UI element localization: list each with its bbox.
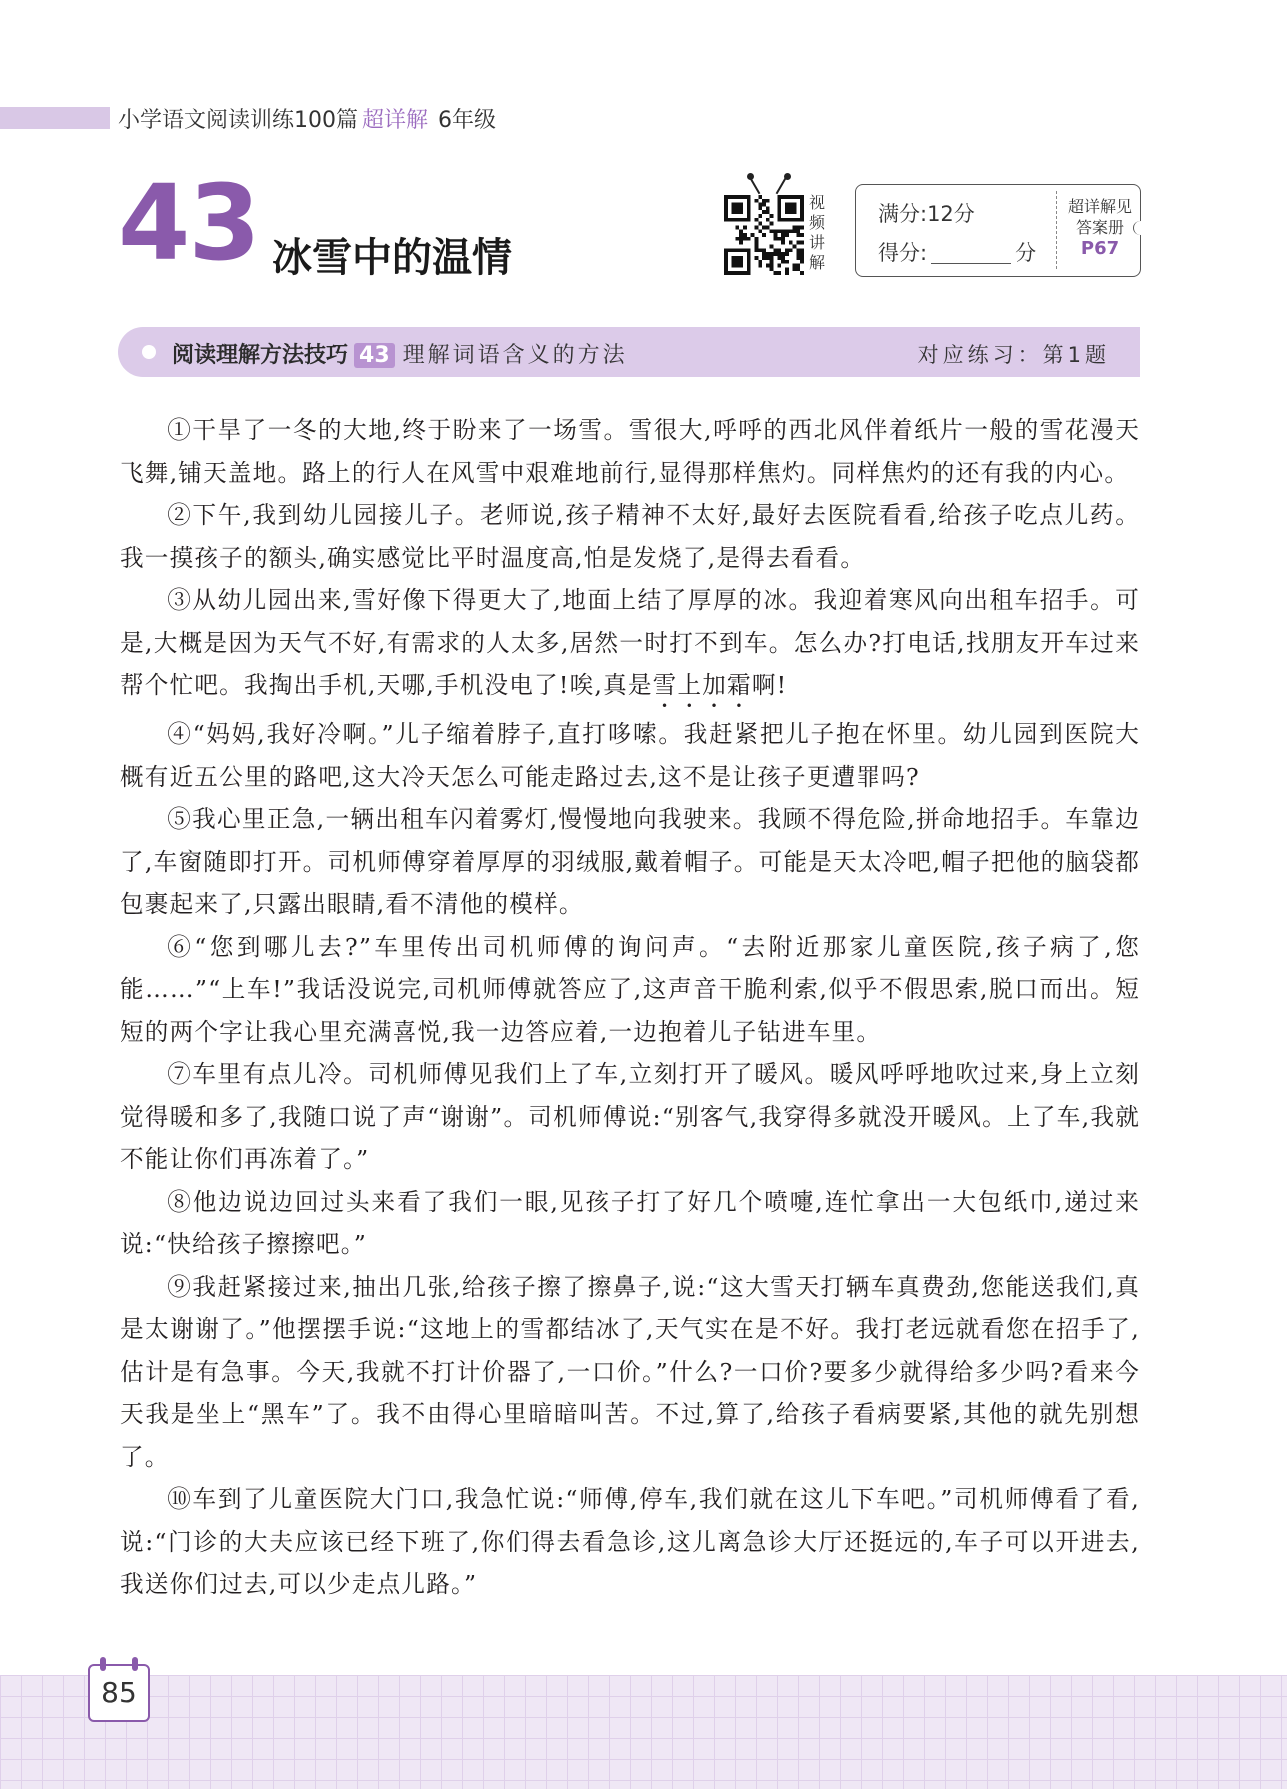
method-number: 43 <box>354 343 395 368</box>
paragraph-4: ④“妈妈,我好冷啊。”儿子缩着脖子,直打哆嗦。我赶紧把儿子抱在怀里。幼儿园到医院大概有近五公里的路吧,这大冷天怎么可能走路过去,这不是让孩子更遭罪吗? <box>120 720 1140 791</box>
practice-reference: 对应练习：第1题 <box>917 343 1110 367</box>
calendar-ring-right <box>132 1657 138 1671</box>
score-divider <box>1056 191 1057 269</box>
paragraph-1: ①干旱了一冬的大地,终于盼来了一场雪。雪很大,呼呼的西北风伴着纸片一般的雪花漫天飞舞,铺天盖地。路上的行人在风雪中艰难地前行,显得那样焦灼。同样焦灼的还有我的内心。 <box>120 416 1140 487</box>
lesson-title: 冰雪中的温情 <box>272 235 512 281</box>
qr-code[interactable] <box>724 177 812 275</box>
qr-label-char: 解 <box>808 253 825 272</box>
paragraph-9: ⑨我赶紧接过来,抽出几张,给孩子擦了擦鼻子,说:“这大雪天打辆车真费劲,您能送我们,真是太谢谢了。”他摆摆手说:“这地上的雪都结冰了,天气实在是不好。我打老远就看您在招手了,估计是有急事。今天,我就不打计价器了,一口价。”什么?一口价?要多少就得给多少吗?看来今天我是坐上“黑车”了。我不由得心里暗暗叫苦。不过,算了,给孩子看病要紧,其他的就先别想了。 <box>120 1272 1140 1471</box>
score-got <box>878 237 1036 267</box>
paragraph-7: ⑦车里有点儿冷。司机师傅见我们上了车,立刻打开了暖风。暖风呼呼地吹过来,身上立刻觉得暖和多了,我随口说了声“谢谢”。司机师傅说:“别客气,我穿得多就没开暖风。上了车,我就不能让你们再冻着了。” <box>120 1060 1140 1173</box>
paragraph-3-end: 啊! <box>751 671 788 699</box>
book-title: 小学语文阅读训练100篇 <box>118 108 358 133</box>
page-number: 85 <box>101 1676 137 1709</box>
paragraph-3 <box>120 579 1140 713</box>
footer-grid <box>0 1675 1287 1789</box>
qr-antenna-left <box>750 178 761 195</box>
score-got-suffix: 分 <box>1015 241 1037 265</box>
lesson-number: 43 <box>118 162 259 284</box>
paragraph-3-text: ③从幼儿园出来,雪好像下得更大了,地面上结了厚厚的冰。我迎着寒风向出租车招手。可是,大概是因为天气不好,有需求的人太多,居然一时打不到车。怎么办?打电话,找朋友开车过来帮个忙吧。我掏出手机,天哪,手机没电了!唉,真是 <box>120 586 1140 699</box>
qr-label-char: 视 <box>808 193 825 212</box>
paragraph-10: ⑩车到了儿童医院大门口,我急忙说:“师傅,停车,我们就在这儿下车吧。”司机师傅看了看,说:“门诊的大夫应该已经下班了,你们得去看急诊,这儿离急诊大厅还挺远的,车子可以开进去,我送你们过去,可以少走点儿路。” <box>120 1485 1140 1598</box>
paragraph-6: ⑥“您到哪儿去?”车里传出司机师傅的询问声。“去附近那家儿童医院,孩子病了,您能……”“上车!”我话没说完,司机师傅就答应了,这声音干脆利索,似乎不假思索,脱口而出。短短的两个字让我心里充满喜悦,我一边答应着,一边抱着儿子钻进车里。 <box>120 932 1140 1046</box>
header-accent-bar <box>0 107 110 129</box>
answer-ref-page: P67 <box>1080 238 1120 259</box>
qr-code-icon <box>724 195 804 275</box>
qr-antenna-dot-left <box>747 173 754 180</box>
score-got-prefix: 得分: <box>878 241 928 265</box>
paragraph-5: ⑤我心里正急,一辆出租车闪着雾灯,慢慢地向我驶来。我顾不得危险,拼命地招手。车靠边了,车窗随即打开。司机师傅穿着厚厚的羽绒服,戴着帽子。可能是天太冷吧,帽子把他的脑袋都包裹起来了,只露出眼睛,看不清他的模样。 <box>120 805 1140 918</box>
method-banner <box>118 327 1140 377</box>
score-box <box>855 184 1141 277</box>
grade-label: 6年级 <box>438 108 497 133</box>
qr-antenna-dot-right <box>784 173 791 180</box>
paragraph-2: ②下午,我到幼儿园接儿子。老师说,孩子精神不太好,最好去医院看看,给孩子吃点儿药。我一摸孩子的额头,确实感觉比平时温度高,怕是发烧了,是得去看看。 <box>120 501 1140 572</box>
score-box-notch <box>1133 221 1148 235</box>
method-title-text: 阅读理解方法技巧 <box>172 343 349 368</box>
qr-antenna-right <box>776 178 787 195</box>
book-header <box>118 103 496 134</box>
qr-label-char: 讲 <box>808 233 825 252</box>
qr-label-char: 频 <box>808 213 825 232</box>
book-accent: 超详解 <box>362 108 429 133</box>
score-blank[interactable] <box>931 263 1011 264</box>
article-body <box>120 409 1140 1606</box>
banner-bullet-icon <box>142 345 156 359</box>
method-title <box>172 338 628 369</box>
full-score: 满分:12分 <box>878 202 975 226</box>
answer-reference <box>1060 196 1140 259</box>
page-number-badge <box>88 1664 150 1722</box>
paragraph-8: ⑧他边说边回过头来看了我们一眼,见孩子打了好几个喷嚏,连忙拿出一大包纸巾,递过来说:“快给孩子擦擦吧。” <box>120 1187 1140 1258</box>
answer-ref-line2: 答案册 <box>1075 218 1124 237</box>
calendar-ring-left <box>100 1657 106 1671</box>
method-subtitle: 理解词语含义的方法 <box>402 343 628 368</box>
video-explanation-label <box>806 193 828 273</box>
emphasized-phrase: 雪上加霜 <box>652 671 752 699</box>
answer-ref-line1: 超详解见 <box>1067 197 1132 216</box>
